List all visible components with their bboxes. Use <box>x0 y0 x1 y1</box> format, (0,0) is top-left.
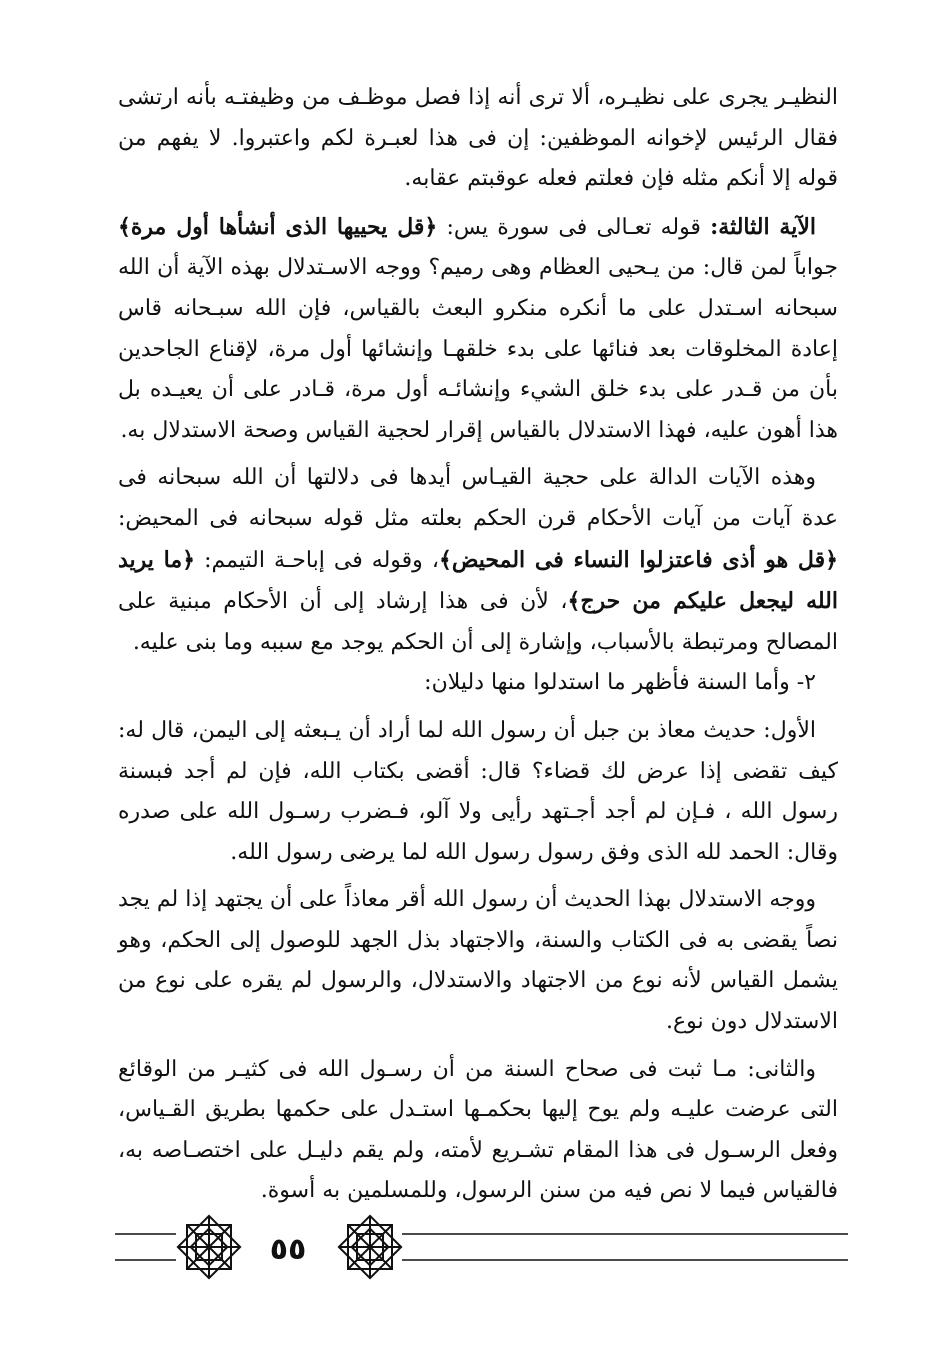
star-ornament-left <box>178 1216 240 1278</box>
emphasis-text: ﴿قل يحييها الذى أنشأها أول مرة﴾ <box>118 213 438 240</box>
body-text: والثانى: مـا ثبت فى صحاح السنة من أن رسـول الله فى كثيـر من الوقائع التى عرضت عليـه ولم يوح إليها بحكمـها استـدل على حكمها بطريق القـياس، وفعل الرسـول فى هذا المقام تشـريع لأمته، ولم يقم دليـل على اختصـاصه به، فالقياس فيما لا نص فيه من سنن الرسول، وللمسلمين به أسوة. <box>118 1056 838 1204</box>
paragraph-3 <box>118 458 838 663</box>
body-text: قوله تعـالى فى سورة يس: <box>437 214 711 240</box>
body-text: وهذه الآيات الدالة على حجية القيـاس أيدها فى دلالتها أن الله سبحانه فى عدة آيات من آيات الأحكام قرن الحكم بعلته مثل قوله سبحانه فى المحيض: <box>118 465 838 531</box>
body-text: الأول: حديث معاذ بن جبل أن رسول الله لما أراد أن يـبعثه إلى اليمن، قال له: كيف تقضى إذا عرض لك قضاء؟ قال: أقضى بكتاب الله، فإن لم أجد فبسنة رسول الله ، فـإن لم أجد أجـتهد رأيى ولا آلو، فـضرب رسـول الله على صدره وقال: الحمد لله الذى وفق رسول رسول الله لما يرضى رسول الله. <box>118 717 838 865</box>
page-footer <box>0 1210 929 1290</box>
paragraph-2 <box>118 207 838 452</box>
body-text: ، وقوله فى إباحـة التيمم: <box>195 547 439 573</box>
body-text: جواباً لمن قال: من يـحيى العظام وهى رميم؟ ووجه الاسـتدلال بهذه الآية أن الله سبحانه اسـتدل على ما أنكره منكرو البعث بالقياس، فإن الله سبـحانه قاس إعادة المخلوقات بعد فنائها على بدء خلقهـا وإنشائها أول مرة، لإقناع الجاحدين بأن من قـدر على بدء خلق الشيء وإنشائـه أول مرة، قـادر على أن يعيـده بل هذا أهون عليه، فهذا الاستدلال بالقياس إقرار لحجية القياس وصحة الاستدلال به. <box>118 255 838 443</box>
page-number: ٥٥ <box>269 1232 307 1267</box>
star-ornament-right <box>339 1216 401 1278</box>
body-text: ، لأن فى هذا إرشاد إلى أن الأحكام مبنية على المصالح ومرتبطة بالأسباب، وإشارة إلى أن الحكم يوجد مع سببه وما بنى عليه. <box>118 589 838 655</box>
emphasis-text: الآية الثالثة: <box>710 213 817 240</box>
paragraph-6 <box>118 880 838 1042</box>
paragraph-7 <box>118 1050 838 1212</box>
body-text: النظيـر يجرى على نظيـره، ألا ترى أنه إذا فصل موظـف من وظيفتـه بأنه ارتشى فقال الرئيس لإخوانه الموظفين: إن فى هذا لعبـرة لكم واعتبروا. لا يفهم من قوله إلا أنكم مثله فإن فعلتم فعله عوقبتم عقابه. <box>118 85 838 192</box>
paragraph-1 <box>118 78 838 200</box>
paragraph-5 <box>118 711 838 873</box>
body-text: ووجه الاستدلال بهذا الحديث أن رسول الله أقر معاذاً على أن يجتهد إذا لم يجد نصاً يقضى به فى الكتاب والسنة، والاجتهاد بذل الجهد للوصول إلى الحكم، وهو يشمل القياس لأنه نوع من الاجتهاد والاستدلال، والرسول لم يقره على نوع من الاستدلال دون نوع. <box>118 887 838 1035</box>
page-body <box>118 78 838 1212</box>
body-text: ٢- وأما السنة فأظهر ما استدلوا منها دليلان: <box>424 670 816 696</box>
footer-ornament <box>0 1210 929 1290</box>
emphasis-text: ﴿قل هو أذى فاعتزلوا النساء فى المحيض﴾ <box>438 546 838 573</box>
emphasis-text: ﴿ما يريد الله ليجعل عليكم من حرج﴾ <box>118 546 838 615</box>
paragraph-4 <box>118 663 838 704</box>
